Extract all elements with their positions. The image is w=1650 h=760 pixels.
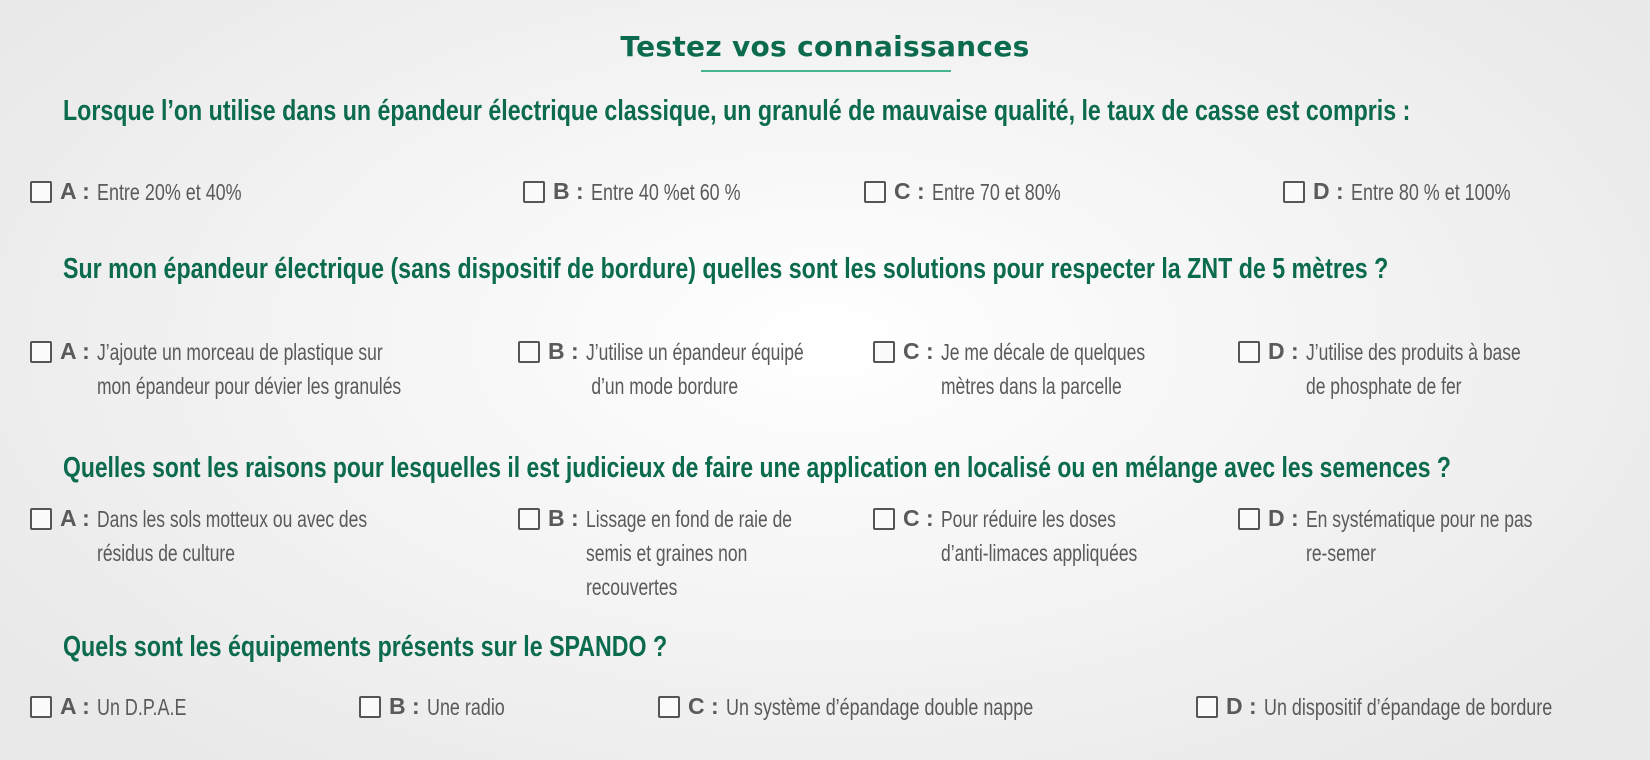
- option-text: [97, 502, 367, 570]
- q2-option-a[interactable]: [30, 335, 497, 403]
- option-line: de phosphate de fer: [1305, 373, 1462, 399]
- option-text: [726, 690, 1033, 724]
- checkbox[interactable]: [1283, 181, 1305, 203]
- checkbox[interactable]: [518, 341, 540, 363]
- option-line: re-semer: [1305, 540, 1376, 566]
- option-letter: C :: [688, 693, 719, 719]
- option-line: Un système d’épandage double nappe: [725, 694, 1033, 720]
- option-line: mon épandeur pour dévier les granulés: [96, 373, 401, 399]
- q1-option-d[interactable]: [1283, 175, 1555, 209]
- option-line: semis et graines non: [585, 540, 747, 566]
- option-letter: D :: [1313, 178, 1344, 204]
- question-4: Quels sont les équipements présents sur le SPANDO ?: [63, 631, 668, 663]
- option-text: [586, 502, 792, 604]
- option-text: [1264, 690, 1552, 724]
- option-text: [1306, 335, 1521, 403]
- option-text: [97, 335, 401, 403]
- question-2: Sur mon épandeur électrique (sans dispositif de bordure) quelles sont les solutions pour respecter la ZNT de 5 mètres ?: [63, 253, 1389, 285]
- option-letter: D :: [1268, 338, 1299, 364]
- q2-option-d[interactable]: [1238, 335, 1588, 403]
- option-line: Entre 40 %et 60 %: [590, 179, 741, 205]
- q2-option-b[interactable]: [518, 335, 872, 403]
- option-letter: C :: [894, 178, 925, 204]
- checkbox[interactable]: [873, 508, 895, 530]
- option-text: [941, 335, 1145, 403]
- option-line: J’ajoute un morceau de plastique sur: [96, 339, 383, 365]
- checkbox[interactable]: [30, 341, 52, 363]
- q3-option-c[interactable]: [873, 502, 1199, 570]
- option-letter: A :: [60, 505, 90, 531]
- option-text: [97, 690, 186, 724]
- option-letter: C :: [903, 505, 934, 531]
- option-line: d’un mode bordure: [590, 373, 738, 399]
- checkbox[interactable]: [523, 181, 545, 203]
- option-letter: D :: [1268, 505, 1299, 531]
- question-3: Quelles sont les raisons pour lesquelles il est judicieux de faire une application en localisé ou en mélange avec les semences ?: [63, 452, 1451, 484]
- checkbox[interactable]: [30, 508, 52, 530]
- page-title: Testez vos connaissances: [620, 30, 1030, 63]
- option-line: Un D.P.A.E: [96, 694, 187, 720]
- q1-option-b[interactable]: [523, 175, 782, 209]
- option-line: Lissage en fond de raie de: [585, 506, 792, 532]
- option-text: [941, 502, 1137, 570]
- option-text: [586, 335, 804, 403]
- option-text: [427, 690, 505, 724]
- option-letter: D :: [1226, 693, 1257, 719]
- question-1: Lorsque l’on utilise dans un épandeur électrique classique, un granulé de mauvaise qualité, le taux de casse est compris :: [63, 95, 1411, 127]
- q4-option-b[interactable]: [359, 690, 526, 724]
- option-line: J’utilise des produits à base: [1305, 339, 1521, 365]
- checkbox[interactable]: [1238, 341, 1260, 363]
- option-line: Entre 20% et 40%: [96, 179, 242, 205]
- option-line: mètres dans la parcelle: [940, 373, 1122, 399]
- option-letter: A :: [60, 693, 90, 719]
- option-line: Un dispositif d’épandage de bordure: [1263, 694, 1552, 720]
- q1-option-a[interactable]: [30, 175, 282, 209]
- option-line: Une radio: [426, 694, 505, 720]
- option-line: En systématique pour ne pas: [1305, 506, 1533, 532]
- q3-option-d[interactable]: [1238, 502, 1604, 570]
- option-line: résidus de culture: [96, 540, 235, 566]
- option-letter: B :: [548, 505, 579, 531]
- q1-option-c[interactable]: [864, 175, 1097, 209]
- option-letter: B :: [389, 693, 420, 719]
- q3-option-b[interactable]: [518, 502, 857, 604]
- option-line: Entre 70 et 80%: [931, 179, 1061, 205]
- q4-option-c[interactable]: [658, 690, 1120, 724]
- option-text: [97, 175, 242, 209]
- option-line: Pour réduire les doses: [940, 506, 1116, 532]
- checkbox[interactable]: [30, 181, 52, 203]
- option-line: recouvertes: [585, 574, 678, 600]
- option-line: Entre 80 % et 100%: [1350, 179, 1511, 205]
- title-underline: [701, 70, 951, 72]
- q4-option-a[interactable]: [30, 690, 211, 724]
- option-line: d’anti-limaces appliquées: [940, 540, 1137, 566]
- checkbox[interactable]: [359, 696, 381, 718]
- option-text: [1306, 502, 1532, 570]
- option-letter: A :: [60, 178, 90, 204]
- option-letter: C :: [903, 338, 934, 364]
- checkbox[interactable]: [1196, 696, 1218, 718]
- checkbox[interactable]: [864, 181, 886, 203]
- option-line: Dans les sols motteux ou avec des: [96, 506, 367, 532]
- option-letter: B :: [553, 178, 584, 204]
- option-letter: A :: [60, 338, 90, 364]
- q3-option-a[interactable]: [30, 502, 452, 570]
- option-text: [591, 175, 741, 209]
- option-line: J’utilise un épandeur équipé: [585, 339, 804, 365]
- checkbox[interactable]: [1238, 508, 1260, 530]
- checkbox[interactable]: [658, 696, 680, 718]
- option-text: [932, 175, 1061, 209]
- option-line: Je me décale de quelques: [940, 339, 1145, 365]
- q2-option-c[interactable]: [873, 335, 1209, 403]
- checkbox[interactable]: [518, 508, 540, 530]
- option-letter: B :: [548, 338, 579, 364]
- checkbox[interactable]: [30, 696, 52, 718]
- q4-option-d[interactable]: [1196, 690, 1633, 724]
- option-text: [1351, 175, 1511, 209]
- checkbox[interactable]: [873, 341, 895, 363]
